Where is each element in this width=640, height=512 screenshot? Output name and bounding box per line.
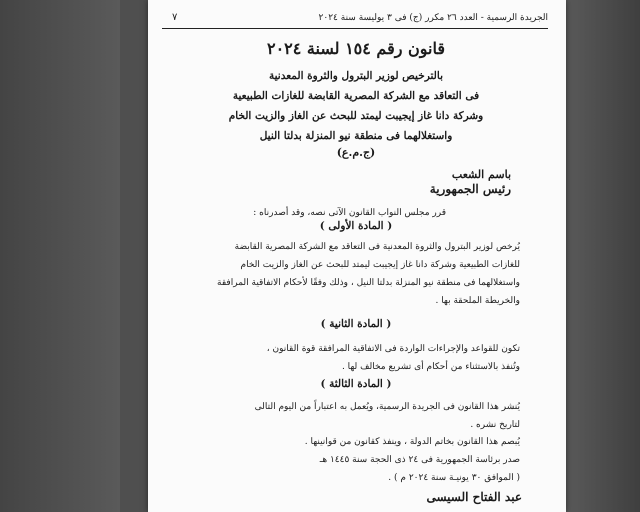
law-subtitle-line: وشركة دانا غاز إيجيبت ليمتد للبحث عن الغاز والزيت الخام — [228, 110, 484, 122]
president-title: رئيس الجمهورية — [429, 182, 511, 196]
in-the-name-of-people: باسم الشعب — [451, 168, 511, 181]
law-subtitle-line: بالترخيص لوزير البترول والثروة المعدنية — [269, 70, 443, 82]
article-heading: ( المادة الأولى ) — [319, 220, 393, 232]
document-page — [148, 0, 566, 512]
article-body — [170, 238, 520, 310]
article-body — [208, 398, 520, 434]
law-subtitle-line: فى التعاقد مع الشركة المصرية القابضة للغازات الطبيعية — [232, 90, 480, 102]
enactment-clause: قرر مجلس النواب القانون الآتى نصه، وقد أصدرناه : — [253, 208, 446, 218]
journal-issue: الجريدة الرسمية - العدد ٢٦ مكرر (ج) فى ٣ يوليسة سنة ٢٠٢٤ — [318, 13, 548, 23]
closing-text — [208, 433, 520, 487]
text-line: للغازات الطبيعية وشركة دانا غاز إيجيبت ليمتد للبحث عن الغاز والزيت الخام — [240, 260, 520, 270]
article-body — [208, 340, 520, 376]
signature-name: عبد الفتاح السيسى — [426, 490, 522, 504]
article-heading: ( المادة الثالثة ) — [320, 378, 392, 390]
law-subtitle-line: واستغلالهما فى منطقة نيو المنزلة بدلتا النيل — [259, 130, 453, 142]
text-line: تكون للقواعد والإجراءات الواردة فى الاتفاقية المرافقة قوة القانون ، — [266, 344, 520, 354]
page-number: ٧ — [172, 12, 178, 23]
text-line: ( الموافق ٣٠ يونيـة سنة ٢٠٢٤ م ) . — [388, 473, 520, 483]
text-line: يُبصم هذا القانون بخاتم الدولة ، وينفذ كقانون من قوانينها . — [304, 437, 520, 447]
text-line: يُنشر هذا القانون فى الجريدة الرسمية، ويُعمل به اعتباراً من اليوم التالى — [254, 402, 520, 412]
law-title: قانون رقم ١٥٤ لسنة ٢٠٢٤ — [266, 39, 445, 58]
text-line: لتاريخ نشره . — [470, 420, 520, 430]
running-header — [162, 8, 548, 29]
text-line: واستغلالهما فى منطقة نيو المنزلة بدلتا النيل ، وذلك وفقًا لأحكام الاتفاقية المرافقة — [217, 278, 520, 288]
text-line: يُرخص لوزير البترول والثروة المعدنية فى التعاقد مع الشركة المصرية القابضة — [234, 242, 520, 252]
article-heading: ( المادة الثانية ) — [320, 318, 392, 330]
text-line: صدر برئاسة الجمهورية فى ٢٤ ذى الحجة سنة ١٤٤٥ هـ — [319, 455, 520, 465]
law-code: (ج.م.ع) — [336, 146, 376, 159]
text-line: وتُنفذ بالاستثناء من أحكام أى تشريع مخالف لها . — [341, 362, 520, 372]
text-line: والخريطة الملحقة بها . — [435, 296, 520, 306]
